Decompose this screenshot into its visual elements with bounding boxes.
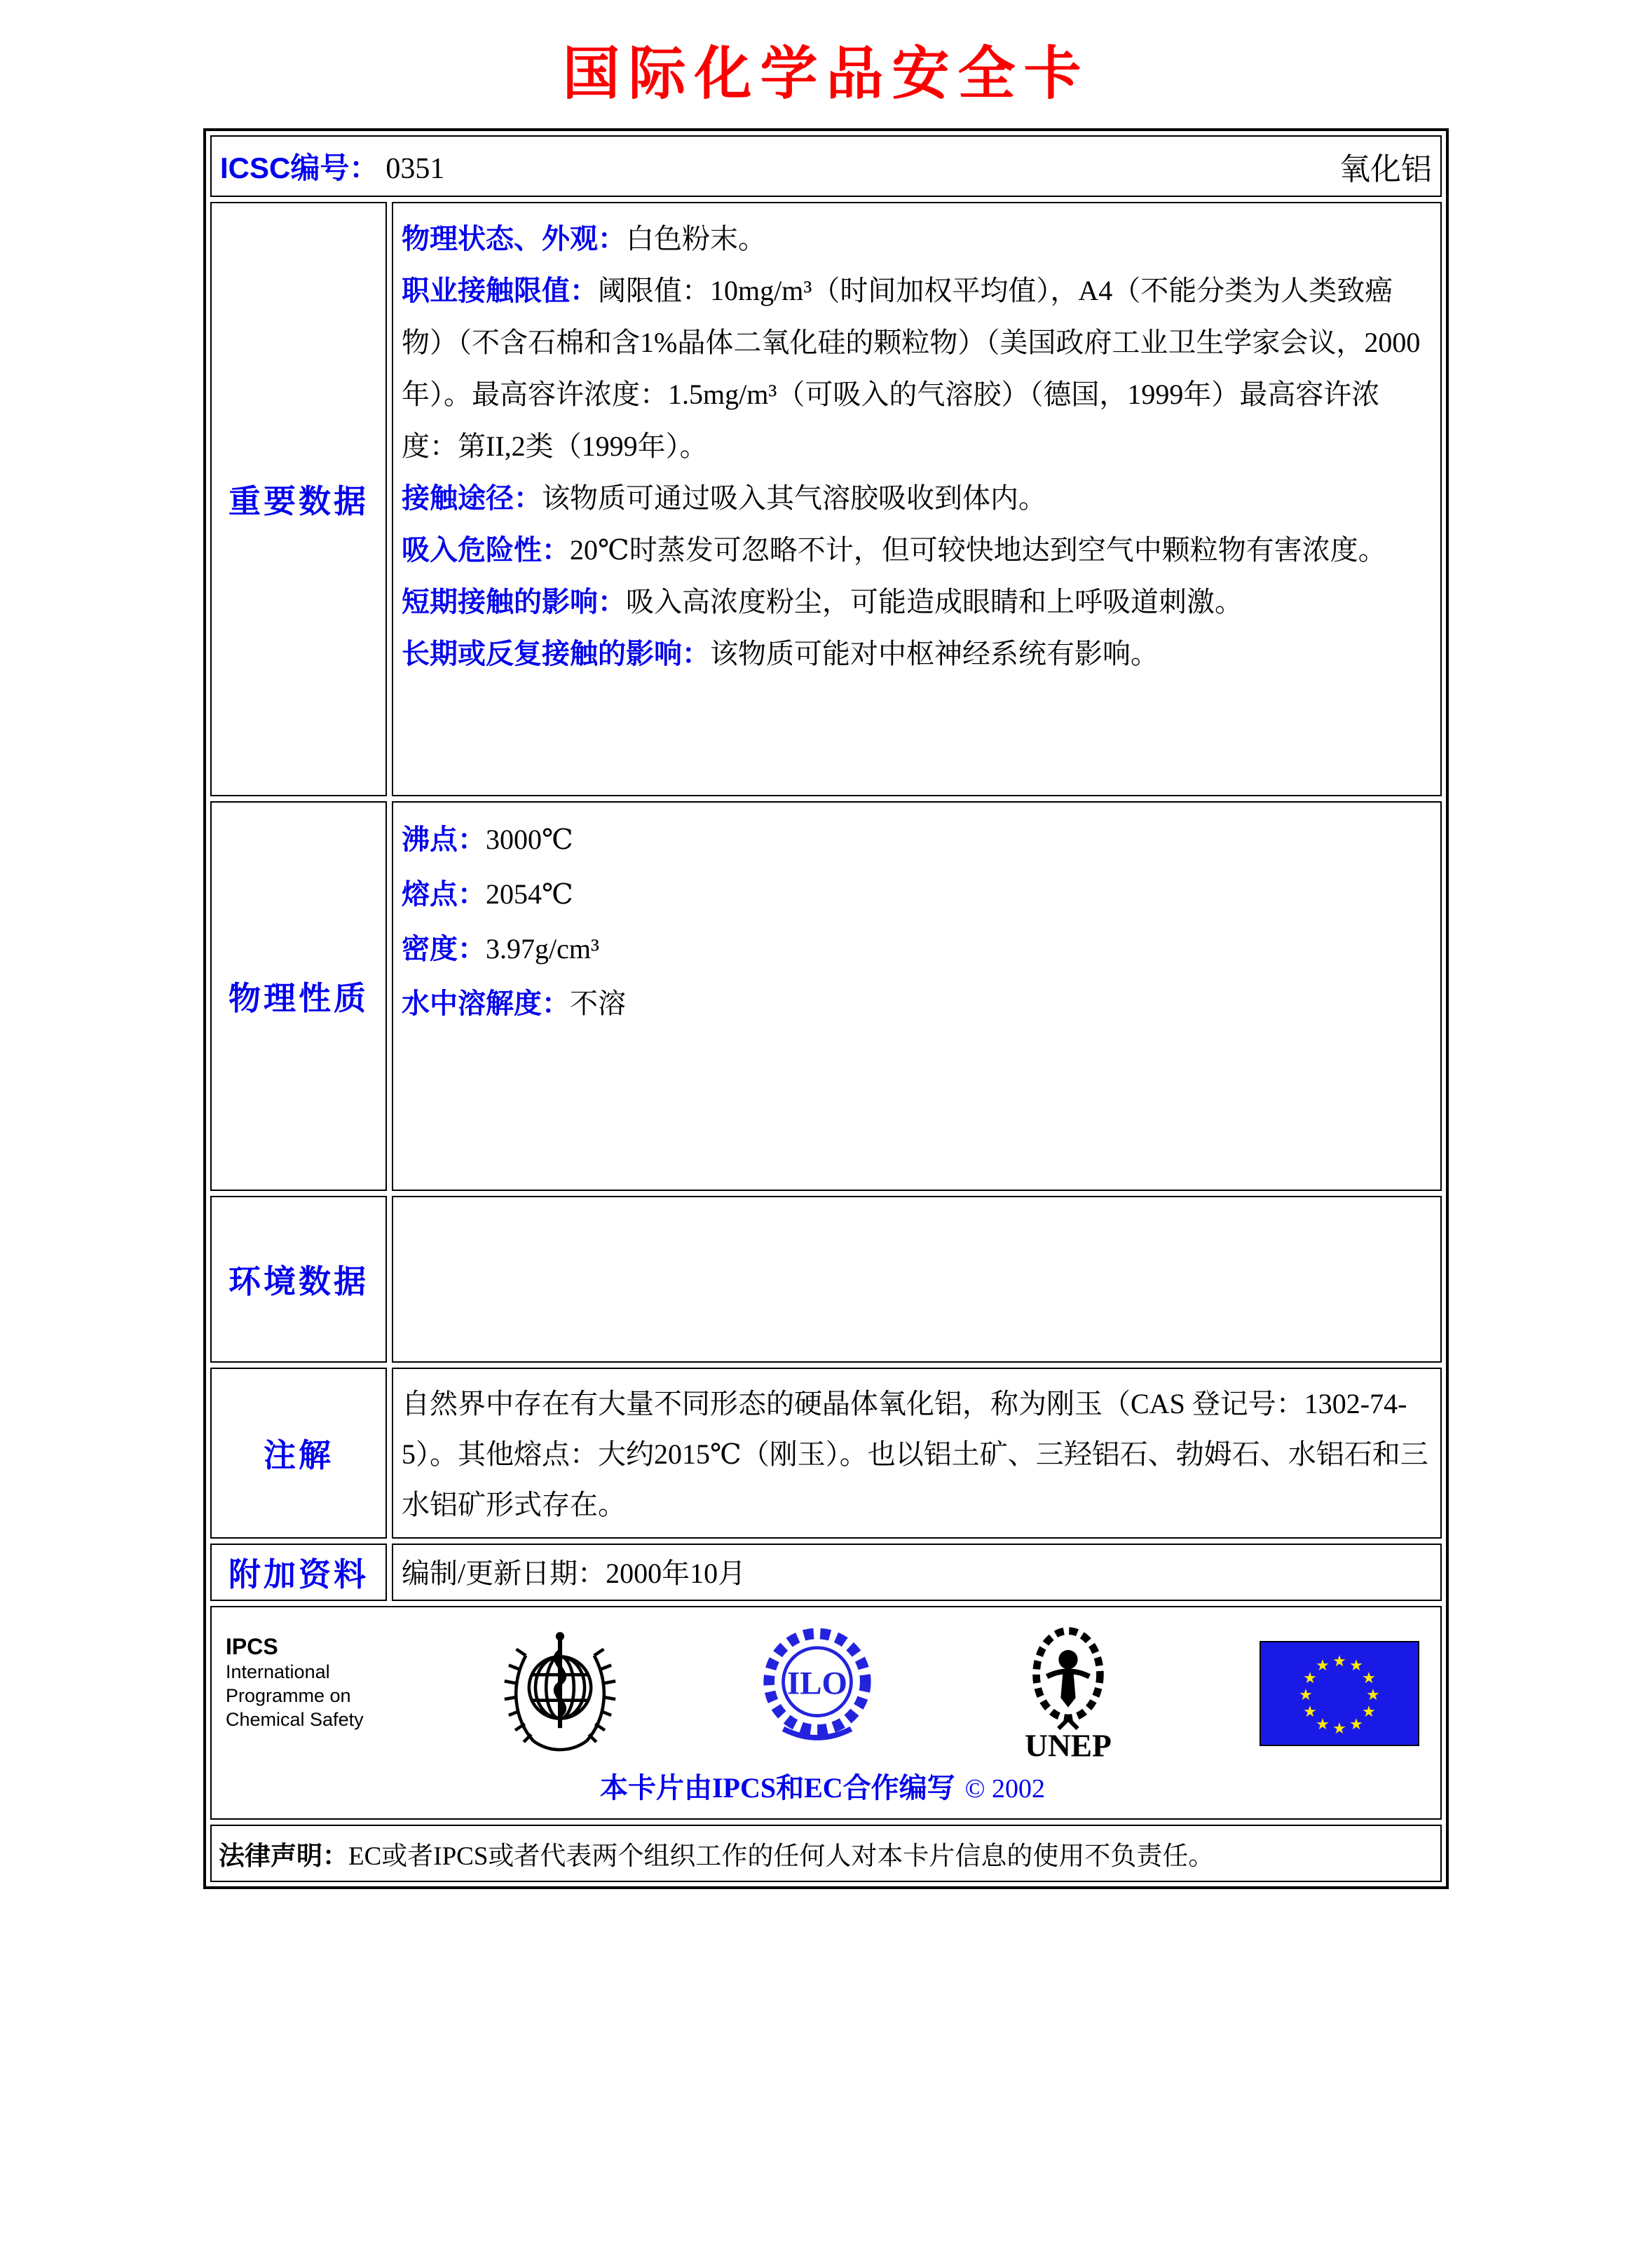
field-inhalation-risk bbox=[402, 524, 1431, 576]
logo-band bbox=[226, 1621, 1419, 1762]
field-routes-of-exposure bbox=[402, 472, 1431, 524]
row-label-physical-properties: 物理性质 bbox=[210, 801, 387, 1191]
field-value: 3000℃ bbox=[486, 824, 573, 855]
physical-properties-content bbox=[392, 801, 1442, 1191]
ilo-emblem-icon bbox=[757, 1621, 878, 1753]
eu-star-icon: ★ bbox=[1332, 1719, 1346, 1737]
field-value: 20℃时蒸发可忽略不计，但可较快地达到空气中颗粒物有害浓度。 bbox=[570, 534, 1386, 566]
unep-wordmark: UNEP bbox=[1025, 1727, 1112, 1762]
field-short-term-effects bbox=[402, 576, 1431, 628]
field-boiling-point bbox=[402, 812, 1431, 867]
field-value: 该物质可通过吸入其气溶胶吸收到体内。 bbox=[542, 482, 1046, 514]
eu-flag-icon bbox=[1260, 1641, 1419, 1746]
ilo-wordmark: ILO bbox=[786, 1665, 847, 1702]
field-density bbox=[402, 922, 1431, 976]
eu-star-icon: ★ bbox=[1299, 1686, 1313, 1703]
legal-notice-text: EC或者IPCS或者代表两个组织工作的任何人对本卡片信息的使用不负责任。 bbox=[348, 1842, 1215, 1871]
field-label: 吸入危险性： bbox=[402, 535, 570, 566]
ipcs-text-block bbox=[226, 1621, 364, 1731]
eu-star-icon: ★ bbox=[1332, 1652, 1346, 1670]
field-label: 密度： bbox=[402, 934, 486, 965]
icsc-number-value: 0351 bbox=[385, 153, 445, 185]
field-value: 不溶 bbox=[570, 988, 626, 1019]
environmental-data-content bbox=[392, 1196, 1442, 1363]
field-value: 白色粉末。 bbox=[626, 223, 766, 254]
field-label: 沸点： bbox=[402, 824, 486, 855]
eu-star-icon: ★ bbox=[1303, 1703, 1317, 1720]
field-water-solubility bbox=[402, 976, 1431, 1031]
eu-star-icon: ★ bbox=[1303, 1669, 1317, 1687]
additional-information-content bbox=[392, 1544, 1442, 1601]
icsc-card bbox=[203, 128, 1449, 1889]
cooperation-caption bbox=[226, 1762, 1419, 1811]
notes-text: 自然界中存在有大量不同形态的硬晶体氧化铝，称为刚玉（CAS 登记号：1302-74-5）。其他熔点：大约2015℃（刚玉）。也以铝土矿、三羟铝石、勃姆石、水铝石和三水铝矿形式存在。 bbox=[402, 1388, 1428, 1520]
field-label: 接触途径： bbox=[402, 483, 542, 514]
unep-emblem-icon bbox=[1015, 1621, 1121, 1762]
who-emblem-icon bbox=[501, 1621, 619, 1760]
field-value: 吸入高浓度粉尘，可能造成眼睛和上呼吸道刺激。 bbox=[626, 586, 1243, 618]
legal-notice-label: 法律声明： bbox=[219, 1841, 348, 1870]
eu-star-icon: ★ bbox=[1349, 1715, 1363, 1733]
field-physical-state bbox=[402, 213, 1431, 265]
cooperation-caption-text: 本卡片由IPCS和EC合作编写 bbox=[599, 1772, 955, 1804]
eu-star-icon: ★ bbox=[1316, 1715, 1330, 1733]
field-label: 熔点： bbox=[402, 879, 486, 910]
field-value: 阈限值：10mg/m³（时间加权平均值），A4（不能分类为人类致癌物）（不含石棉和含1%晶体二氧化硅的颗粒物）（美国政府工业卫生学家会议，2000年）。最高容许浓度：1.5mg/m³（可吸入的气溶胶）（德国，1999年）最高容许浓度：第II,2类（1999年）。 bbox=[402, 275, 1421, 462]
ipcs-line: Programme on bbox=[226, 1685, 351, 1706]
row-label-notes: 注解 bbox=[210, 1368, 387, 1539]
page-title: 国际化学品安全卡 bbox=[562, 42, 1090, 106]
important-data-content bbox=[392, 202, 1442, 796]
field-label: 水中溶解度： bbox=[402, 988, 570, 1019]
field-label: 职业接触限值： bbox=[402, 275, 598, 306]
field-melting-point bbox=[402, 867, 1431, 922]
header-row bbox=[210, 135, 1442, 197]
field-label: 长期或反复接触的影响： bbox=[402, 639, 710, 669]
ipcs-line: International bbox=[226, 1661, 330, 1682]
icsc-number-group bbox=[220, 145, 444, 187]
field-value: 2054℃ bbox=[486, 878, 573, 910]
row-label-additional-information: 附加资料 bbox=[210, 1544, 387, 1601]
eu-star-icon: ★ bbox=[1362, 1703, 1376, 1720]
eu-star-icon: ★ bbox=[1316, 1656, 1330, 1674]
field-occupational-exposure-limits bbox=[402, 265, 1431, 472]
icsc-number-label: ICSC编号： bbox=[220, 151, 379, 184]
legal-notice-row bbox=[210, 1825, 1442, 1882]
ipcs-acronym: IPCS bbox=[226, 1634, 278, 1659]
chemical-name: 氧化铝 bbox=[1339, 152, 1432, 186]
field-label: 短期接触的影响： bbox=[402, 587, 626, 618]
footer-logos-row bbox=[210, 1606, 1442, 1820]
field-long-term-effects bbox=[402, 628, 1431, 680]
field-label: 物理状态、外观： bbox=[402, 224, 626, 254]
field-value: 3.97g/cm³ bbox=[486, 933, 599, 965]
ipcs-line: Chemical Safety bbox=[226, 1709, 364, 1730]
field-value: 该物质可能对中枢神经系统有影响。 bbox=[710, 638, 1159, 669]
notes-content bbox=[392, 1368, 1442, 1539]
eu-star-icon: ★ bbox=[1366, 1686, 1380, 1703]
update-date-text: 编制/更新日期：2000年10月 bbox=[402, 1558, 746, 1589]
copyright-text: © 2002 bbox=[964, 1774, 1046, 1804]
row-label-environmental-data: 环境数据 bbox=[210, 1196, 387, 1363]
row-label-important-data: 重要数据 bbox=[210, 202, 387, 796]
eu-star-icon: ★ bbox=[1349, 1656, 1363, 1674]
eu-star-icon: ★ bbox=[1362, 1669, 1376, 1687]
